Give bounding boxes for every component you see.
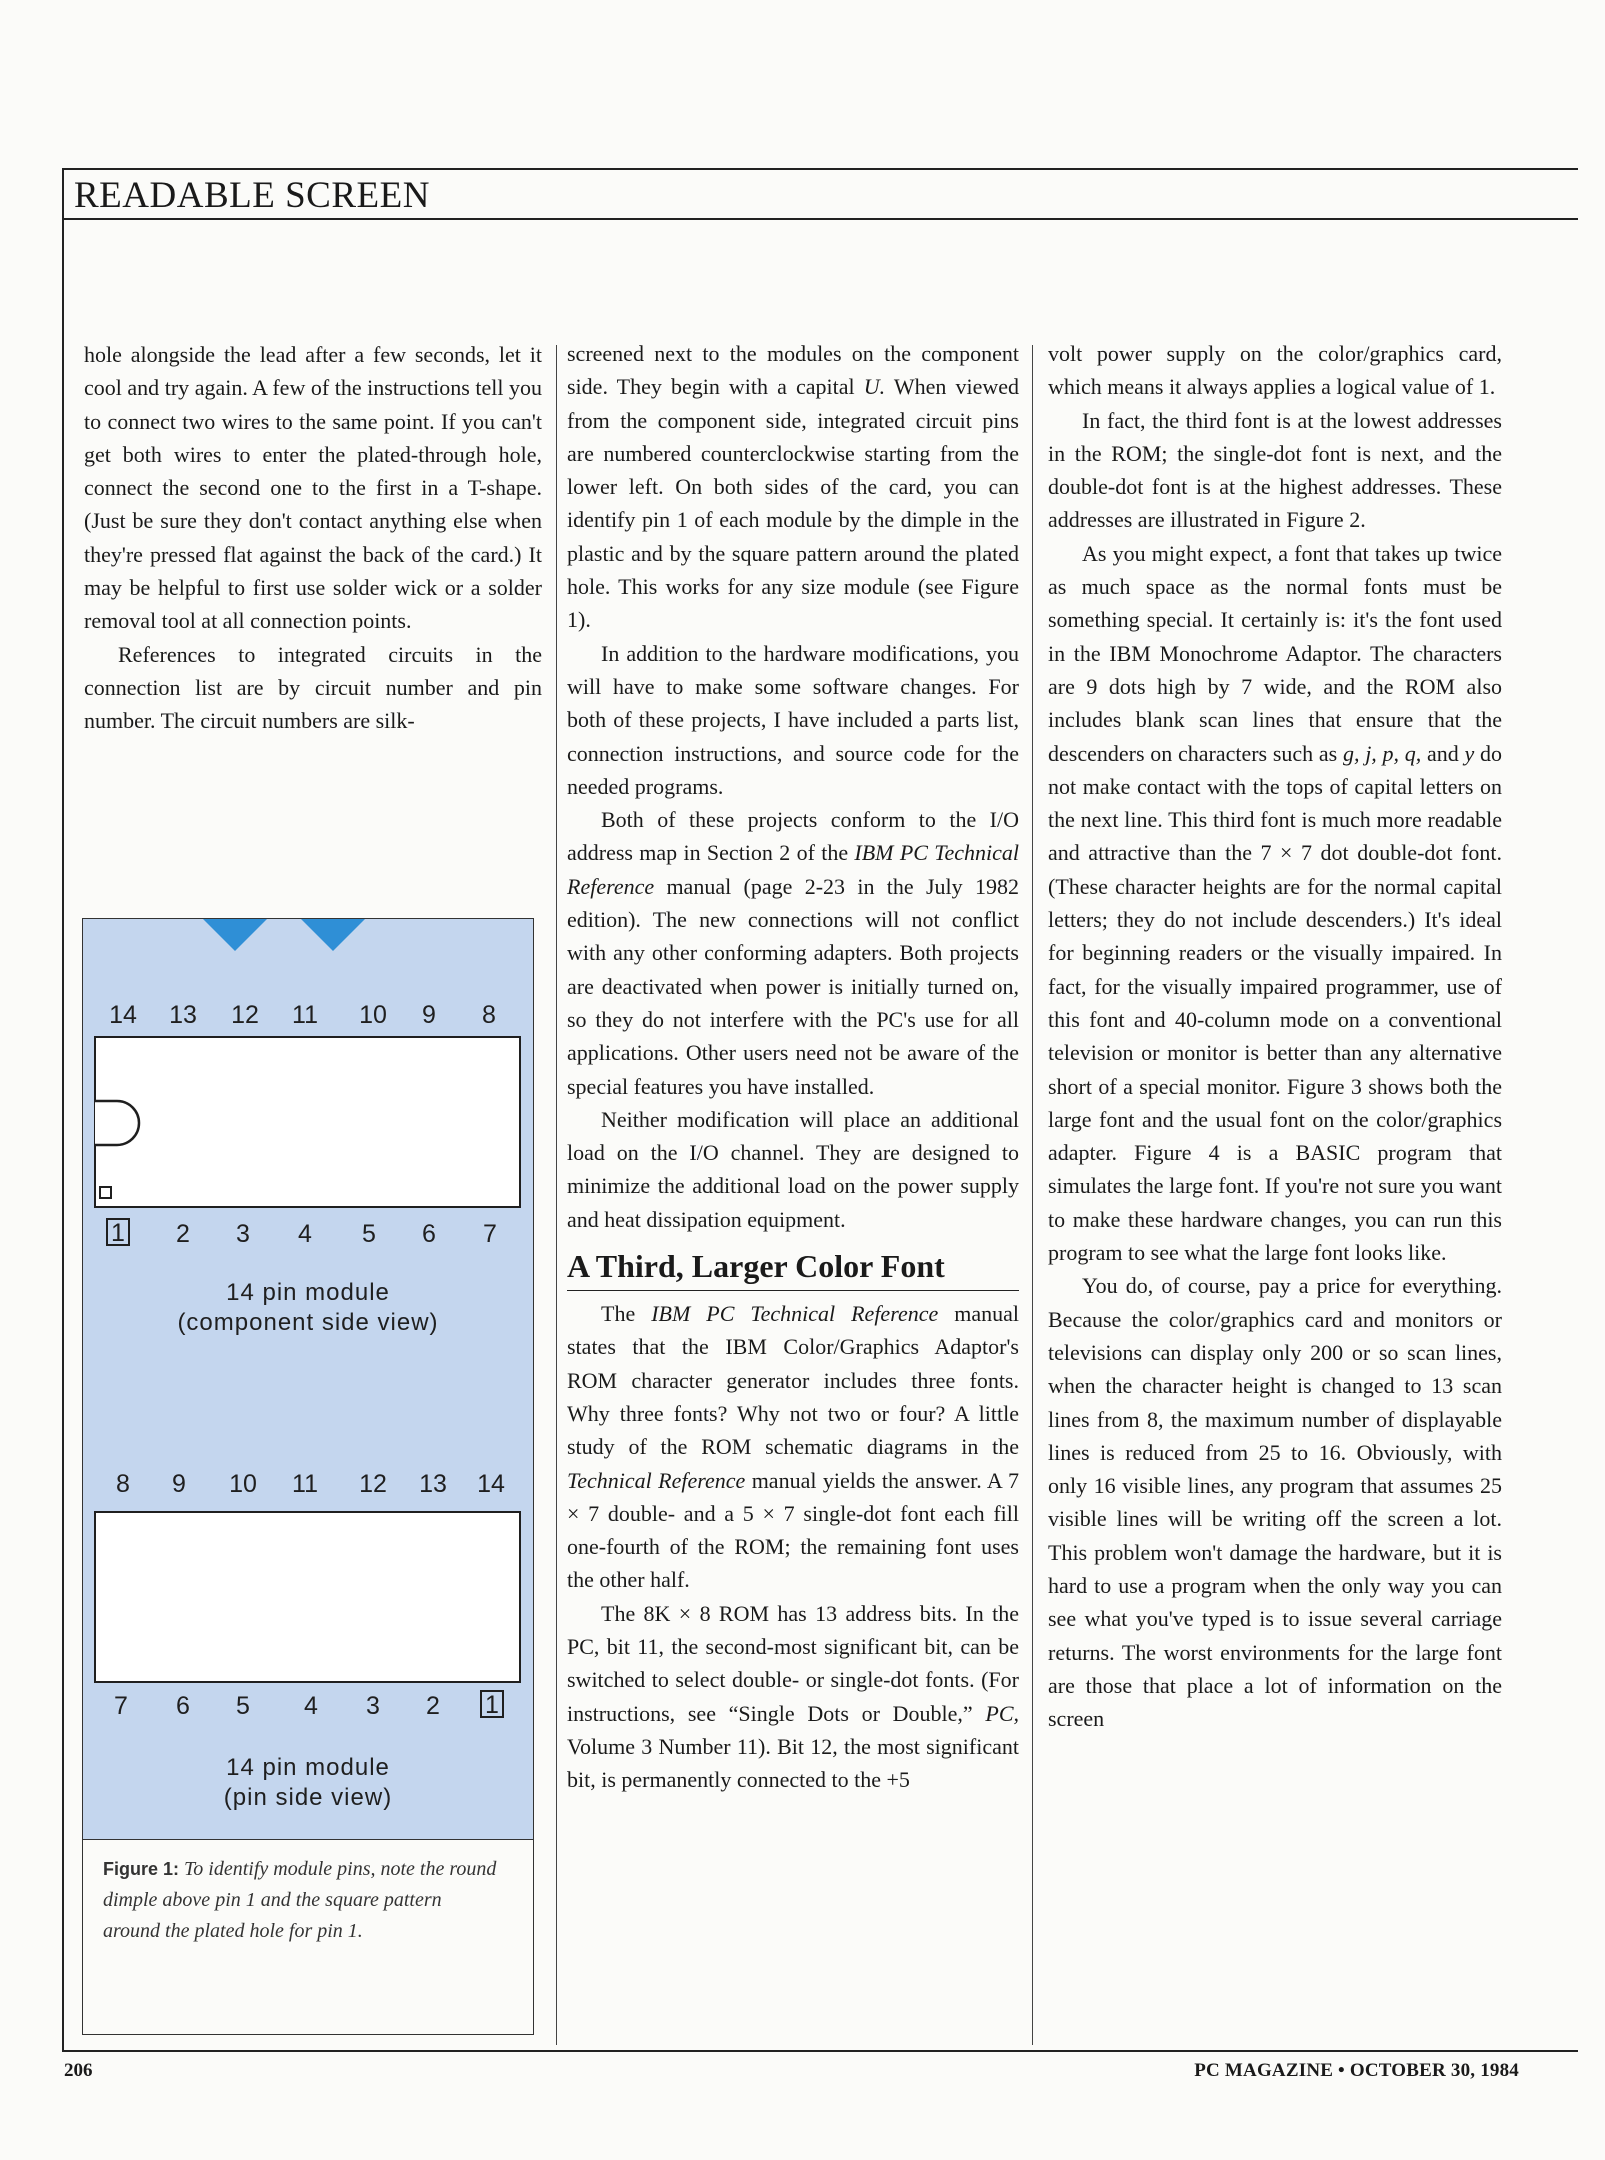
pin-label: 10: [229, 1470, 257, 1498]
pin-label: 4: [298, 1220, 312, 1248]
bottom-module-caption-line-2: (pin side view): [223, 1784, 393, 1811]
column-separator-2: [1032, 345, 1033, 2045]
pin-label: 11: [292, 1001, 318, 1029]
top-module-body: [95, 1037, 520, 1207]
pin-label: 12: [359, 1470, 387, 1498]
pin-label: 6: [176, 1692, 190, 1720]
pin-label: 3: [236, 1220, 250, 1248]
col2-paragraph-6: The 8K × 8 ROM has 13 address bits. In the PC, bit 11, the second-most significant bit, can be switched to select double- or single-dot fonts. (For instructions, see “Single Dots or Double,” PC, Volume 3 Number 11). Bit 12, the most significant bit, is permanently connected to the +5: [567, 1600, 1019, 1793]
pointer-arrow-1: [203, 919, 267, 951]
col2-paragraph-4: Neither modification will place an additional load on the I/O channel. They are designed to minimize the additional load on the power supply and heat dissipation equipment.: [567, 1106, 1019, 1232]
col2-paragraph-1: screened next to the modules on the component side. They begin with a capital U. When viewed from the component side, integrated circuit pins are numbered counterclockwise starting from the lower left. On both sides of the card, you can identify pin 1 of each module by the dimple in the plastic and by the square pattern around the plated hole. This works for any size module (see Figure 1).: [567, 341, 1019, 633]
page-number: 206: [64, 2060, 93, 2081]
pin-label: 5: [236, 1692, 250, 1720]
pin-label: 7: [114, 1692, 128, 1720]
pin-label: 1: [485, 1691, 499, 1719]
top-module-upper-pins: [109, 1001, 496, 1029]
pin-label: 11: [292, 1470, 318, 1498]
pin-label: 13: [169, 1001, 197, 1029]
magazine-footer: PC MAGAZINE • OCTOBER 30, 1984: [1194, 2060, 1519, 2081]
article-column-3: [1048, 337, 1502, 1735]
subheading: A Third, Larger Color Font: [567, 1246, 1019, 1291]
pin-label: 13: [419, 1470, 447, 1498]
pin-label: 3: [366, 1692, 380, 1720]
pin-label: 8: [482, 1001, 496, 1029]
pin-label: 14: [477, 1470, 505, 1498]
pin-label: 9: [172, 1470, 186, 1498]
col1-paragraph-2: References to integrated circuits in the connection list are by circuit number and pin number. The circuit numbers are silk-: [84, 641, 542, 734]
col3-paragraph-1: volt power supply on the color/graphics card, which means it always applies a logical value of 1.: [1048, 341, 1502, 400]
top-module-lower-pins: [107, 1219, 497, 1248]
col3-paragraph-4: You do, of course, pay a price for everything. Because the color/graphics card and monitors or televisions can display only 200 or so scan lines, when the character height is changed to 13 scan lines from 8, the maximum number of displayable lines is reduced from 25 to 16. Obviously, with only 16 visible lines, any program that assumes 25 visible lines will be writing off the screen a lot. This problem won't damage the hardware, but it is hard to use a program when the only way you can see what you've typed is to issue several carriage returns. The worst environments for the large font are those that place a lot of information on the screen: [1048, 1273, 1502, 1732]
col1-paragraph-1: hole alongside the lead after a few seconds, let it cool and try again. A few of the instructions tell you to connect two wires to the same point. If you can't get both wires to enter the plated-through hole, connect the second one to the first in a T-shape. (Just be sure they don't contact anything else when they're pressed flat against the back of the card.) It may be helpful to first use solder wick or a solder removal tool at all connection points.: [84, 342, 542, 634]
module-dimple: [95, 1101, 139, 1145]
bottom-module-upper-pins: [116, 1470, 505, 1498]
col2-paragraph-5: The IBM PC Technical Reference manual states that the IBM Color/Graphics Adaptor's ROM character generator includes three fonts. Why three fonts? Why not two or four? A little study of the ROM schematic diagrams in the Technical Reference manual yields the answer. A 7 × 7 double- and a 5 × 7 single-dot font each fill one-fourth of the ROM; the remaining font uses the other half.: [567, 1301, 1020, 1593]
bottom-module-lower-pins: [114, 1691, 503, 1720]
section-title: READABLE SCREEN: [74, 175, 430, 216]
article-column-2: [567, 337, 1019, 1796]
pin-label: 8: [116, 1470, 130, 1498]
pin-label: 9: [422, 1001, 436, 1029]
pin-label: 2: [426, 1692, 440, 1720]
col3-paragraph-3: As you might expect, a font that takes up twice as much space as the normal fonts must be something special. It certainly is: it's the font used in the IBM Monochrome Adaptor. The characters are 9 dots high by 7 wide, and the ROM also includes blank scan lines that ensure that the descenders on characters such as g, j, p, q, and y do not make contact with the tops of capital letters on the next line. This third font is much more readable and attractive than the 7 × 7 dot double-dot font. (These character heights are for the normal capital letters; they do not include descenders.) It's ideal for beginning readers or the visually impaired. In fact, for the visually impaired programmer, use of this font and 40-column mode on a conventional television or monitor is better than any alternative short of a special monitor. Figure 3 shows both the large font and the usual font on the color/graphics adapter. Figure 4 is a BASIC program that simulates the large font. If you're not sure you want to make these hardware changes, you can run this program to see what the large font looks like.: [1048, 540, 1503, 1266]
column-separator-1: [556, 345, 557, 2045]
figure-1-caption-text: To identify module pins, note the round dimple above pin 1 and the square pattern around the plated hole for pin 1.: [103, 1858, 497, 1942]
bottom-module-caption-line-1: 14 pin module: [226, 1754, 390, 1781]
pin-label: 2: [176, 1220, 190, 1248]
pin-label: 14: [109, 1001, 137, 1029]
article-column-1: [84, 338, 542, 738]
pin-label: 12: [231, 1001, 259, 1029]
bottom-module-body: [95, 1512, 520, 1682]
bottom-rule: [62, 2050, 1578, 2052]
pin-label: 7: [483, 1220, 497, 1248]
col3-paragraph-2: In fact, the third font is at the lowest addresses in the ROM; the single-dot font is next, and the double-dot font is at the highest addresses. These addresses are illustrated in Figure 2.: [1048, 407, 1502, 533]
pointer-arrow-2: [301, 919, 365, 951]
col2-paragraph-3: Both of these projects conform to the I/O address map in Section 2 of the IBM PC Technical Reference manual (page 2-23 in the July 1982 edition). The new connections will not conflict with any other conforming adapters. Both projects are deactivated when power is initially turned on, so they do not interfere with the PC's use for all applications. Other users need not be aware of the special features you have installed.: [567, 807, 1020, 1099]
pin-label: 1: [111, 1219, 125, 1247]
figure-1-caption-label: Figure 1:: [103, 1859, 180, 1879]
pin-label: 4: [304, 1692, 318, 1720]
figure-1: [82, 918, 534, 2035]
figure-1-diagram: [83, 919, 533, 1839]
col2-paragraph-2: In addition to the hardware modifications, you will have to make some software changes. For both of these projects, I have included a parts list, connection instructions, and source code for the needed programs.: [567, 640, 1019, 799]
pin-label: 6: [422, 1220, 436, 1248]
top-module-caption-line-1: 14 pin module: [226, 1279, 390, 1306]
pin-label: 10: [359, 1001, 387, 1029]
top-rule: [62, 168, 1578, 170]
title-rule: [62, 218, 1578, 220]
figure-1-caption: [103, 1854, 503, 1947]
top-module-caption-line-2: (component side view): [177, 1309, 439, 1336]
left-rule: [62, 168, 64, 2051]
pin-label: 5: [362, 1220, 376, 1248]
